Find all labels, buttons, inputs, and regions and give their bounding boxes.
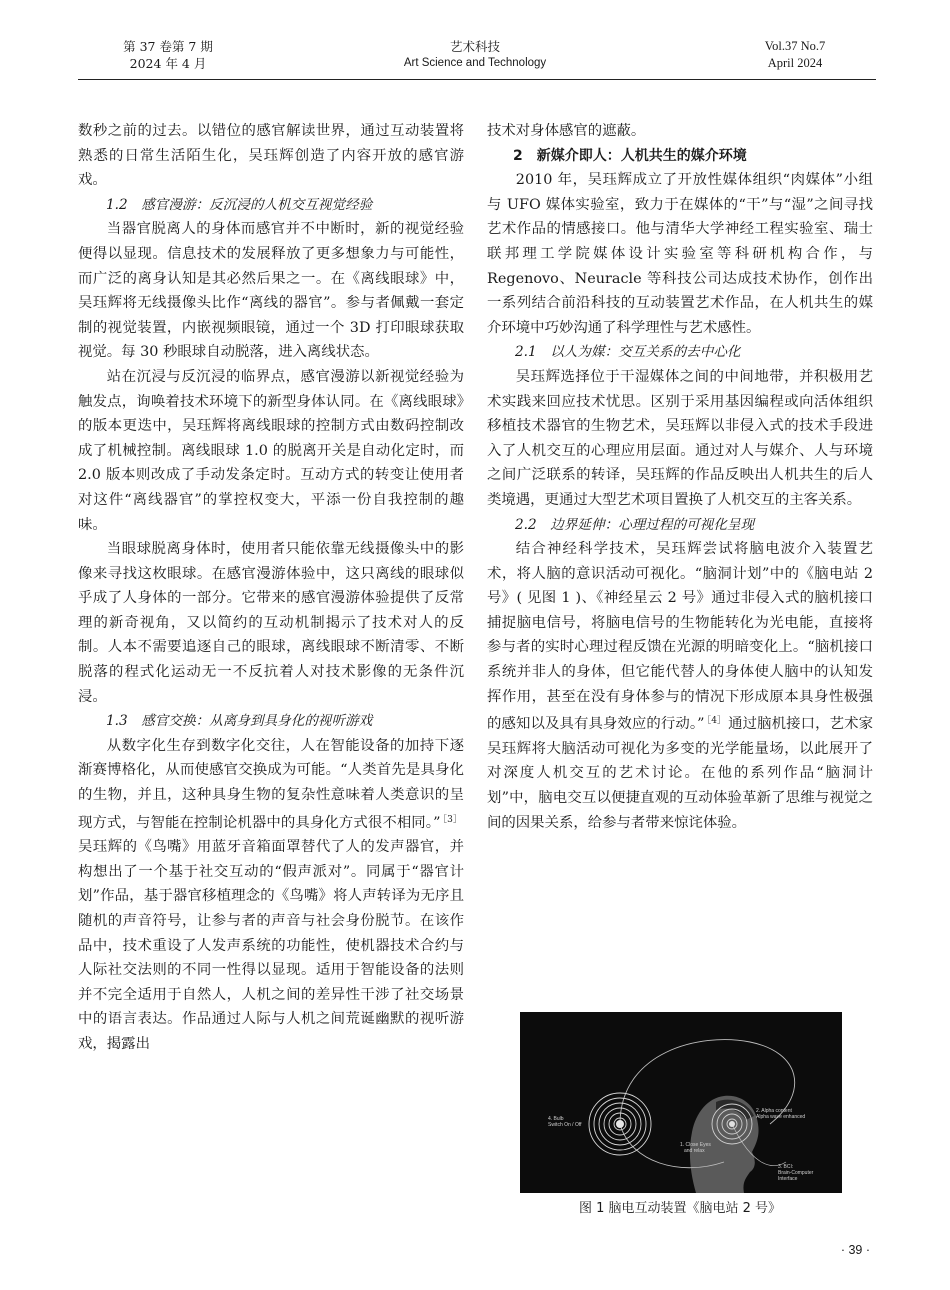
citation-4[interactable]: ［4］ <box>706 716 727 727</box>
paragraph-text: 吴珏辉的《鸟嘴》用蓝牙音箱面罩替代了人的发声器官，并构想出了一个基于社交互动的“假声派对”。同属于“器官计划”作品，基于器官移植理念的《鸟嘴》将人声转译为无序且随机的声音符号，让参与者的声音与社会身份脱节。在该作品中，技术重设了人发声系统的功能性，使机器技术合约与人际社交法则的不同一性得以显现。适用于智能设备的法则并不完全适用于自然人，人机之间的差异性干涉了社交场景中的语言表达。作品通过人际与人机之间荒诞幽默的视听游戏，揭露出 <box>78 839 464 1052</box>
subsection-heading-1-2: 1.2 感官漫游：反沉浸的人机交互视觉经验 <box>106 196 373 213</box>
paragraph: 站在沉浸与反沉浸的临界点，感官漫游以新视觉经验为触发点，询唤着技术环境下的新型身体认同。在《离线眼球》的版本更迭中，吴珏辉将离线眼球的控制方式由数码控制改成了机械控制。离线眼球 1.0 的脱离开关是自动化定时，而 2.0 版本则改成了手动发条定时。互动方式的转变让使用者对这件“离线器官”的掌控权变大，平添一份自我控制的趣味。 <box>78 368 464 533</box>
paragraph-text: 结合神经科学技术，吴珏辉尝试将脑电波介入装置艺术，将人脑的意识活动可视化。“脑洞计划”中的《脑电站 2 号》( 见图 1 )、《神经星云 2 号》通过非侵入式的脑机接口捕捉脑电信号，将脑电信号的生物能转化为光电能，直接将参与者的实时心理过程反馈在光源的明暗变化上。“脑机接口系统并非人的身体，但它能代替人的身体使人脑中的认知发挥作用，甚至在没有身体参与的情况下形成原本具身性极强的感知以及具有具身效应的行动。” <box>487 541 873 733</box>
label-bci: 3. BCI: <box>778 1164 794 1170</box>
subsection-heading-2-2: 2.2 边界延伸：心理过程的可视化呈现 <box>515 516 755 533</box>
journal-title-cn: 艺术科技 <box>449 39 500 54</box>
page-number: · 39 · <box>840 1243 870 1257</box>
label-relax: and relax <box>684 1148 705 1154</box>
section-heading-2: 2 新媒介即人：人机共生的媒介环境 <box>513 147 747 164</box>
label-bci-name: Brain-Computer <box>778 1170 814 1176</box>
paragraph <box>487 537 873 835</box>
label-close-eyes: 1. Close Eyes <box>680 1142 711 1148</box>
header-center <box>375 38 575 72</box>
figure-background <box>520 1012 842 1193</box>
figure-illustration <box>520 1012 842 1193</box>
label-switch: Switch On / Off <box>548 1122 582 1128</box>
paragraph: 数秒之前的过去。以错位的感官解读世界，通过互动装置将熟悉的日常生活陌生化，吴珏辉创造了内容开放的感官游戏。 <box>78 123 464 189</box>
brain-core <box>729 1121 735 1127</box>
left-column <box>78 119 464 1057</box>
subsection-heading-2-1: 2.1 以人为媒：交互关系的去中心化 <box>515 344 741 361</box>
label-interface: Interface <box>778 1176 798 1182</box>
label-alpha: 2. Alpha content <box>756 1108 792 1114</box>
figure-brain-power-station <box>520 1012 842 1193</box>
paragraph-text: 通过脑机接口，艺术家吴珏辉将大脑活动可视化为多变的光学能量场，以此展开了对深度人机交互的艺术讨论。在他的系列作品“脑洞计划”中，脑电交互以便捷直观的互动体验革新了思维与视觉之间的因果关系，给参与者带来惊诧体验。 <box>487 716 873 831</box>
date-cn: 2024 年 4 月 <box>129 56 207 71</box>
date-en: April 2024 <box>767 56 823 70</box>
paragraph: 2010 年，吴珏辉成立了开放性媒体组织“肉媒体”小组与 UFO 媒体实验室，致力于在媒体的“干”与“湿”之间寻找艺术作品的情感接口。他与清华大学神经工程实验室、瑞士联邦理工学院媒体设计实验室等科研机构合作，与 Regenovo、Neuracle 等科技公司达成技术协作，创作出一系列结合前沿科技的互动装置艺术作品，在人机共生的媒介环境中巧妙沟通了科学理性与艺术感性。 <box>487 172 873 336</box>
volume-cn: 第 37 卷第 7 期 <box>123 39 213 54</box>
page-header <box>0 0 950 80</box>
right-column <box>487 119 873 835</box>
label-alpha-wave: Alpha wave enhanced <box>756 1114 806 1120</box>
volume-en: Vol.37 No.7 <box>764 39 826 53</box>
figure-caption: 图 1 脑电互动装置《脑电站 2 号》 <box>578 1201 782 1216</box>
header-right <box>740 38 850 72</box>
subsection-heading-1-3: 1.3 感官交换：从离身到具身化的视听游戏 <box>106 713 373 730</box>
paragraph: 当器官脱离人的身体而感官并不中断时，新的视觉经验便得以显现。信息技术的发展释放了更多想象力与可能性，而广泛的离身认知是其必然后果之一。在《离线眼球》中，吴珏辉将无线摄像头比作“离线的器官”。参与者佩戴一套定制的视觉装置，内嵌视频眼镜，通过一个 3D 打印眼球获取视觉。每 30 秒眼球自动脱落，进入离线状态。 <box>78 221 464 361</box>
paragraph: 当眼球脱离身体时，使用者只能依靠无线摄像头中的影像来寻找这枚眼球。在感官漫游体验中，这只离线的眼球似乎成了人身体的一部分。它带来的感官漫游体验提供了反常理的新奇视角，又以简约的互动机制揭示了技术对人的反制。人本不需要追逐自己的眼球，离线眼球不断清零、不断脱落的程式化运动无一不反抗着人对技术影像的无条件沉浸。 <box>78 541 464 705</box>
label-bulb: 4. Bulb <box>548 1116 564 1122</box>
header-left <box>104 38 232 72</box>
paragraph: 技术对身体感官的遮蔽。 <box>487 123 646 139</box>
paragraph: 吴珏辉选择位于干湿媒体之间的中间地带，并积极用艺术实践来回应技术忧思。区别于采用基因编程或向活体组织移植技术器官的生物艺术，吴珏辉以非侵入式的技术手段进入了人机交互的心理应用层面。通过对人与媒介、人与环境之间广泛联系的转译，吴珏辉的作品反映出人机共生的后人类境遇，更通过大型艺术项目置换了人机交互的主客关系。 <box>487 368 873 508</box>
bulb-core <box>616 1120 624 1128</box>
citation-3[interactable]: ［3］ <box>442 814 462 825</box>
paragraph-text: 从数字化生存到数字化交往，人在智能设备的加持下逐渐赛博格化，从而使感官交换成为可能。“人类首先是具身化的生物，并且，这种具身生物的复杂性意味着人类意识的呈现方式，与智能在控制论机器中的具身化方式很不相同。” <box>78 737 464 831</box>
paragraph <box>78 734 464 1057</box>
header-rule <box>78 79 876 80</box>
journal-title-en: Art Science and Technology <box>403 57 547 69</box>
